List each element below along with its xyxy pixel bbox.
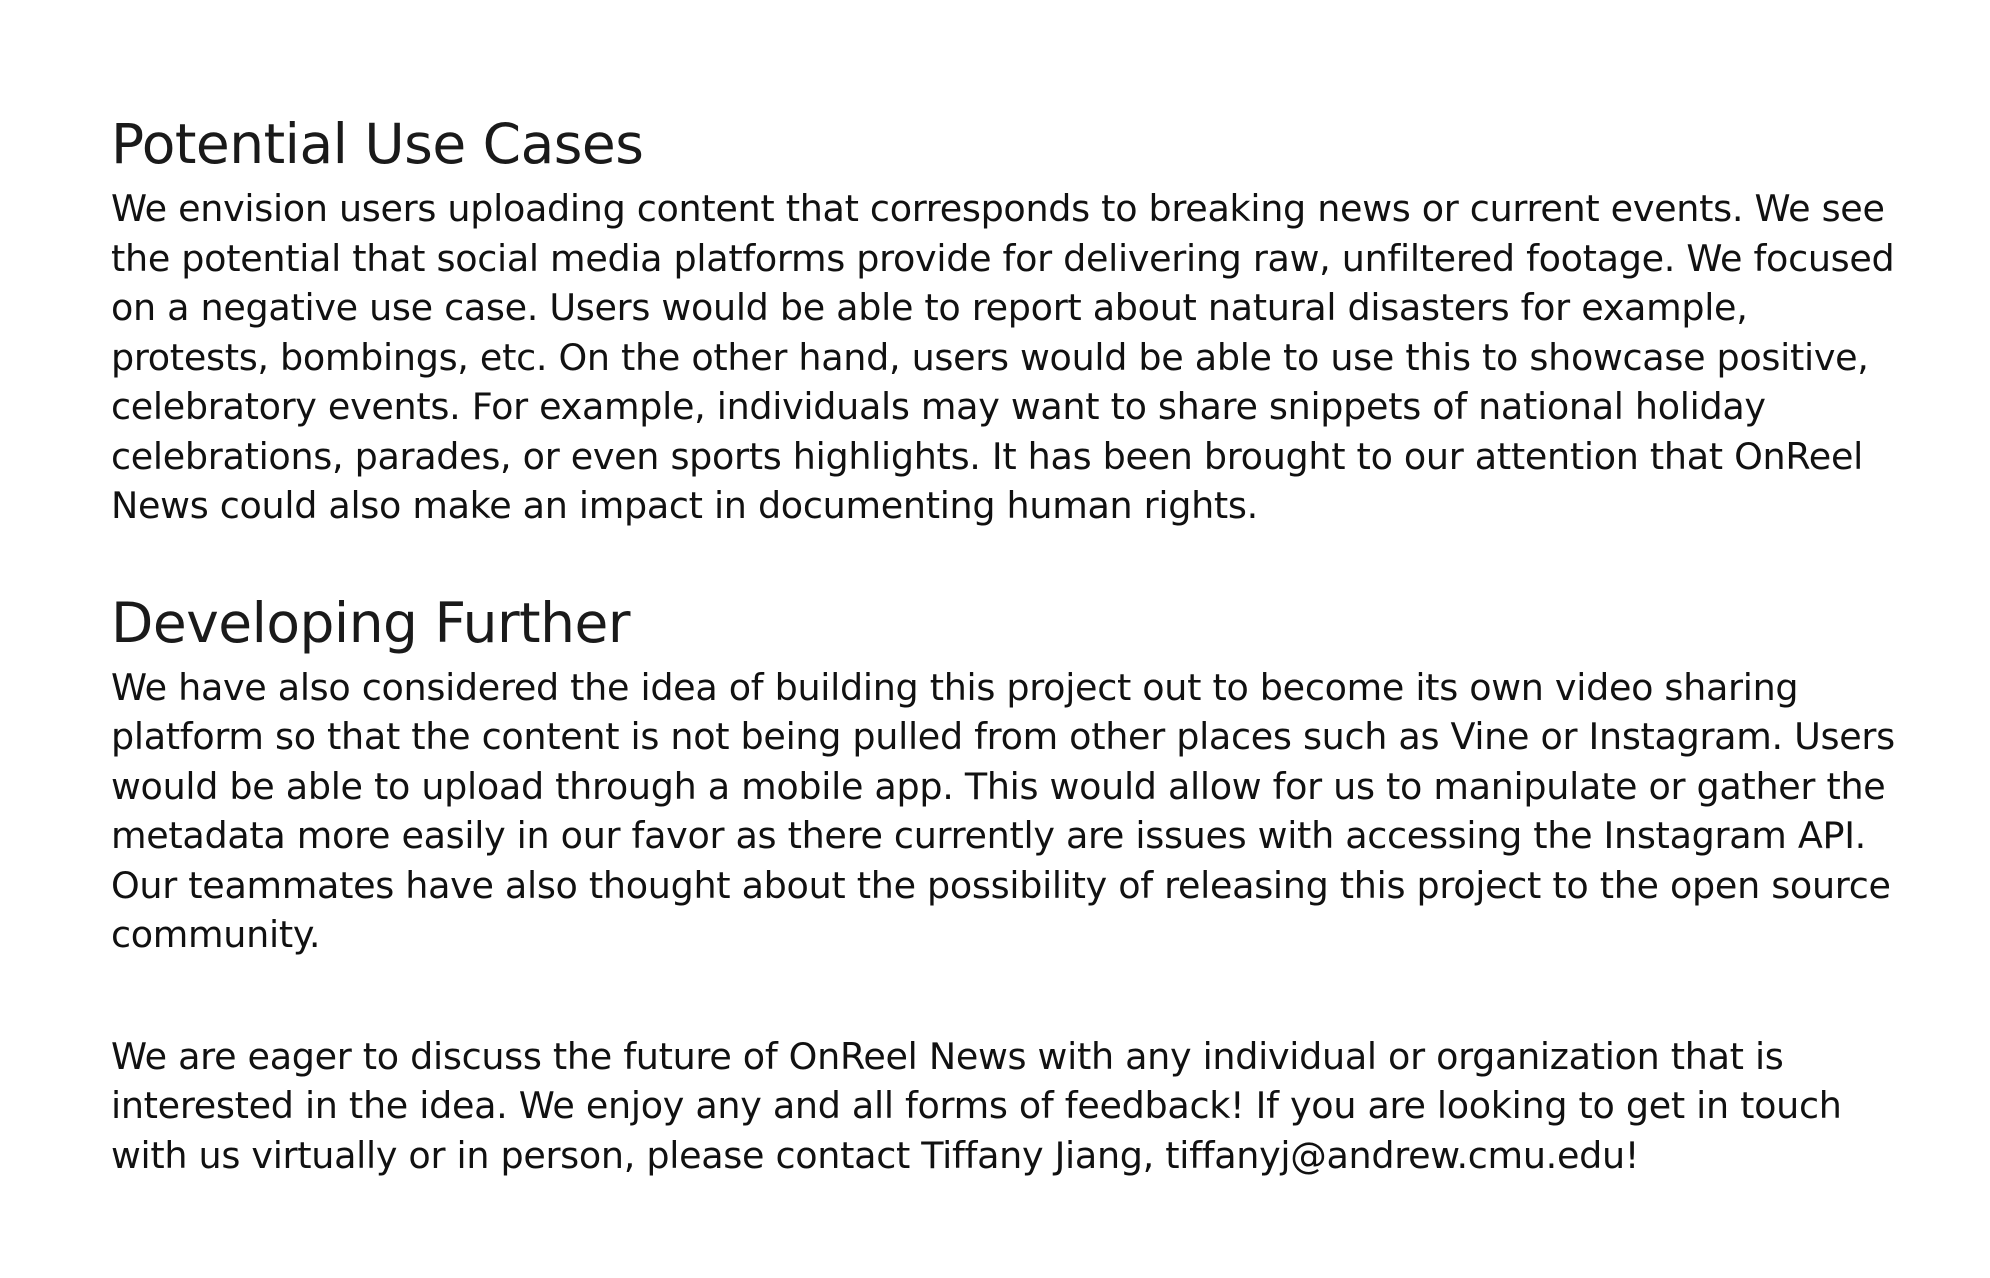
section-body-developing-further: We have also considered the idea of building this project out to become its own video sharing platform so that the content is not being pulled from other places such as Vine or Instagram. Users would be able to upload through a mobile app. This would allow for us to manipulate or gather the metadata more easily in our favor as there currently are issues with accessing the Instagram API. Our teammates have also thought about the possibility of releasing this project to the open source community. [111,665,1895,956]
section-heading-developing-further: Developing Further [111,590,630,655]
closing-paragraph: We are eager to discuss the future of OnReel News with any individual or organization that is interested in the idea. We enjoy any and all forms of feedback! If you are looking to get in touch with us virtually or in person, please contact Tiffany Jiang, tiffanyj@andrew.cmu.edu! [111,1034,1842,1177]
section-body-potential-use-cases: We envision users uploading content that corresponds to breaking news or current events. We see the potential that social media platforms provide for delivering raw, unfiltered footage. We focused on a negative use case. Users would be able to report about natural disasters for example, protests, bombings, etc. On the other hand, users would be able to use this to showcase positive, celebratory events. For example, individuals may want to share snippets of national holiday celebrations, parades, or even sports highlights. It has been brought to our attention that OnReel News could also make an impact in documenting human rights. [111,187,1895,527]
section-heading-potential-use-cases: Potential Use Cases [111,112,644,176]
document-page [111,112,1901,1180]
